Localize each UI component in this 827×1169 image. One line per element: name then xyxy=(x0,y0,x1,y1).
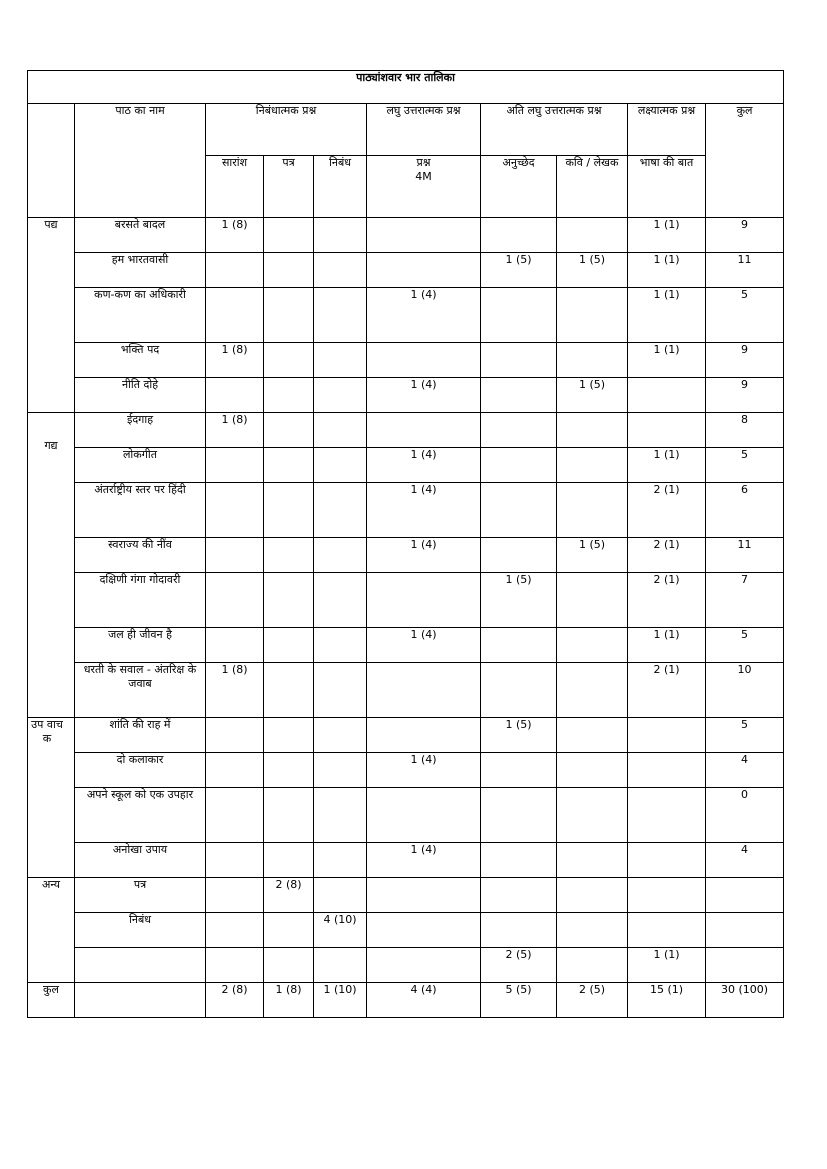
header-summary: सारांश xyxy=(206,156,264,218)
table-row: गद्य ईदगाह 1 (8) 8 xyxy=(28,413,784,448)
lesson-name: ईदगाह xyxy=(75,413,206,448)
lesson-name: अंतर्राष्ट्रीय स्तर पर हिंदी xyxy=(75,483,206,538)
lesson-name: नीति दोहे xyxy=(75,378,206,413)
table-row: नीति दोहे 1 (4) 1 (5) 9 xyxy=(28,378,784,413)
lesson-name: पत्र xyxy=(75,878,206,913)
table-row: अन्य पत्र 2 (8) xyxy=(28,878,784,913)
table-row: उप वाच क शांति की राह में 1 (5) 5 xyxy=(28,718,784,753)
table-row: निबंध 4 (10) xyxy=(28,913,784,948)
table-title: पाठ्यांशवार भार तालिका xyxy=(28,71,784,104)
section-anya: अन्य xyxy=(28,878,75,983)
table-row: जल ही जीवन है 1 (4) 1 (1) 5 xyxy=(28,628,784,663)
section-kul: कुल xyxy=(28,983,75,1018)
lesson-name: दो कलाकार xyxy=(75,753,206,788)
section-padya: पद्य xyxy=(28,218,75,413)
lesson-name xyxy=(75,948,206,983)
lesson-name: हम भारतवासी xyxy=(75,253,206,288)
weightage-table xyxy=(27,70,784,1018)
lesson-name: स्वराज्य की नींव xyxy=(75,538,206,573)
lesson-name: कण-कण का अधिकारी xyxy=(75,288,206,343)
header-total: कुल xyxy=(706,104,784,218)
lesson-name: भक्ति पद xyxy=(75,343,206,378)
lesson-name: अपने स्कूल को एक उपहार xyxy=(75,788,206,843)
lesson-name: लोकगीत xyxy=(75,448,206,483)
table-row: स्वराज्य की नींव 1 (4) 1 (5) 2 (1) 11 xyxy=(28,538,784,573)
header-essay: निबंध xyxy=(314,156,367,218)
header-short-answer: लघु उत्तरात्मक प्रश्न xyxy=(367,104,481,156)
table-row: दक्षिणी गंगा गोदावरी 1 (5) 2 (1) 7 xyxy=(28,573,784,628)
section-upavachak: उप वाच क xyxy=(28,718,75,878)
header-lesson-name: पाठ का नाम xyxy=(75,104,206,218)
table-row: 2 (5) 1 (1) xyxy=(28,948,784,983)
lesson-name: शांति की राह में xyxy=(75,718,206,753)
header-paragraph: अनुच्छेद xyxy=(481,156,557,218)
header-essay-type: निबंधात्मक प्रश्न xyxy=(206,104,367,156)
totals-row: कुल 2 (8) 1 (8) 1 (10) 4 (4) 5 (5) 2 (5) 15 (1) 30 (100) xyxy=(28,983,784,1018)
lesson-name: धरती के सवाल - अंतरिक्ष के जवाब xyxy=(75,663,206,718)
table-row: अपने स्कूल को एक उपहार 0 xyxy=(28,788,784,843)
lesson-name: जल ही जीवन है xyxy=(75,628,206,663)
lesson-name: अनोखा उपाय xyxy=(75,843,206,878)
header-very-short-answer: अति लघु उत्तरात्मक प्रश्न xyxy=(481,104,628,156)
lesson-name: बरसते बादल xyxy=(75,218,206,253)
lesson-name: निबंध xyxy=(75,913,206,948)
table-row: लोकगीत 1 (4) 1 (1) 5 xyxy=(28,448,784,483)
section-gadya: गद्य xyxy=(28,413,75,718)
table-row: पद्य बरसते बादल 1 (8) 1 (1) 9 xyxy=(28,218,784,253)
header-objective: लक्ष्यात्मक प्रश्न xyxy=(628,104,706,156)
header-question-4m: प्रश्न 4M xyxy=(367,156,481,218)
table-row: दो कलाकार 1 (4) 4 xyxy=(28,753,784,788)
table-row: अंतर्राष्ट्रीय स्तर पर हिंदी 1 (4) 2 (1) 6 xyxy=(28,483,784,538)
table-row: अनोखा उपाय 1 (4) 4 xyxy=(28,843,784,878)
header-letter: पत्र xyxy=(264,156,314,218)
table-row: हम भारतवासी 1 (5) 1 (5) 1 (1) 11 xyxy=(28,253,784,288)
lesson-name: दक्षिणी गंगा गोदावरी xyxy=(75,573,206,628)
header-language-talk: भाषा की बात xyxy=(628,156,706,218)
table-row: धरती के सवाल - अंतरिक्ष के जवाब 1 (8) 2 (1) 10 xyxy=(28,663,784,718)
table-row: भक्ति पद 1 (8) 1 (1) 9 xyxy=(28,343,784,378)
table-row: कण-कण का अधिकारी 1 (4) 1 (1) 5 xyxy=(28,288,784,343)
header-poet-writer: कवि / लेखक xyxy=(557,156,628,218)
